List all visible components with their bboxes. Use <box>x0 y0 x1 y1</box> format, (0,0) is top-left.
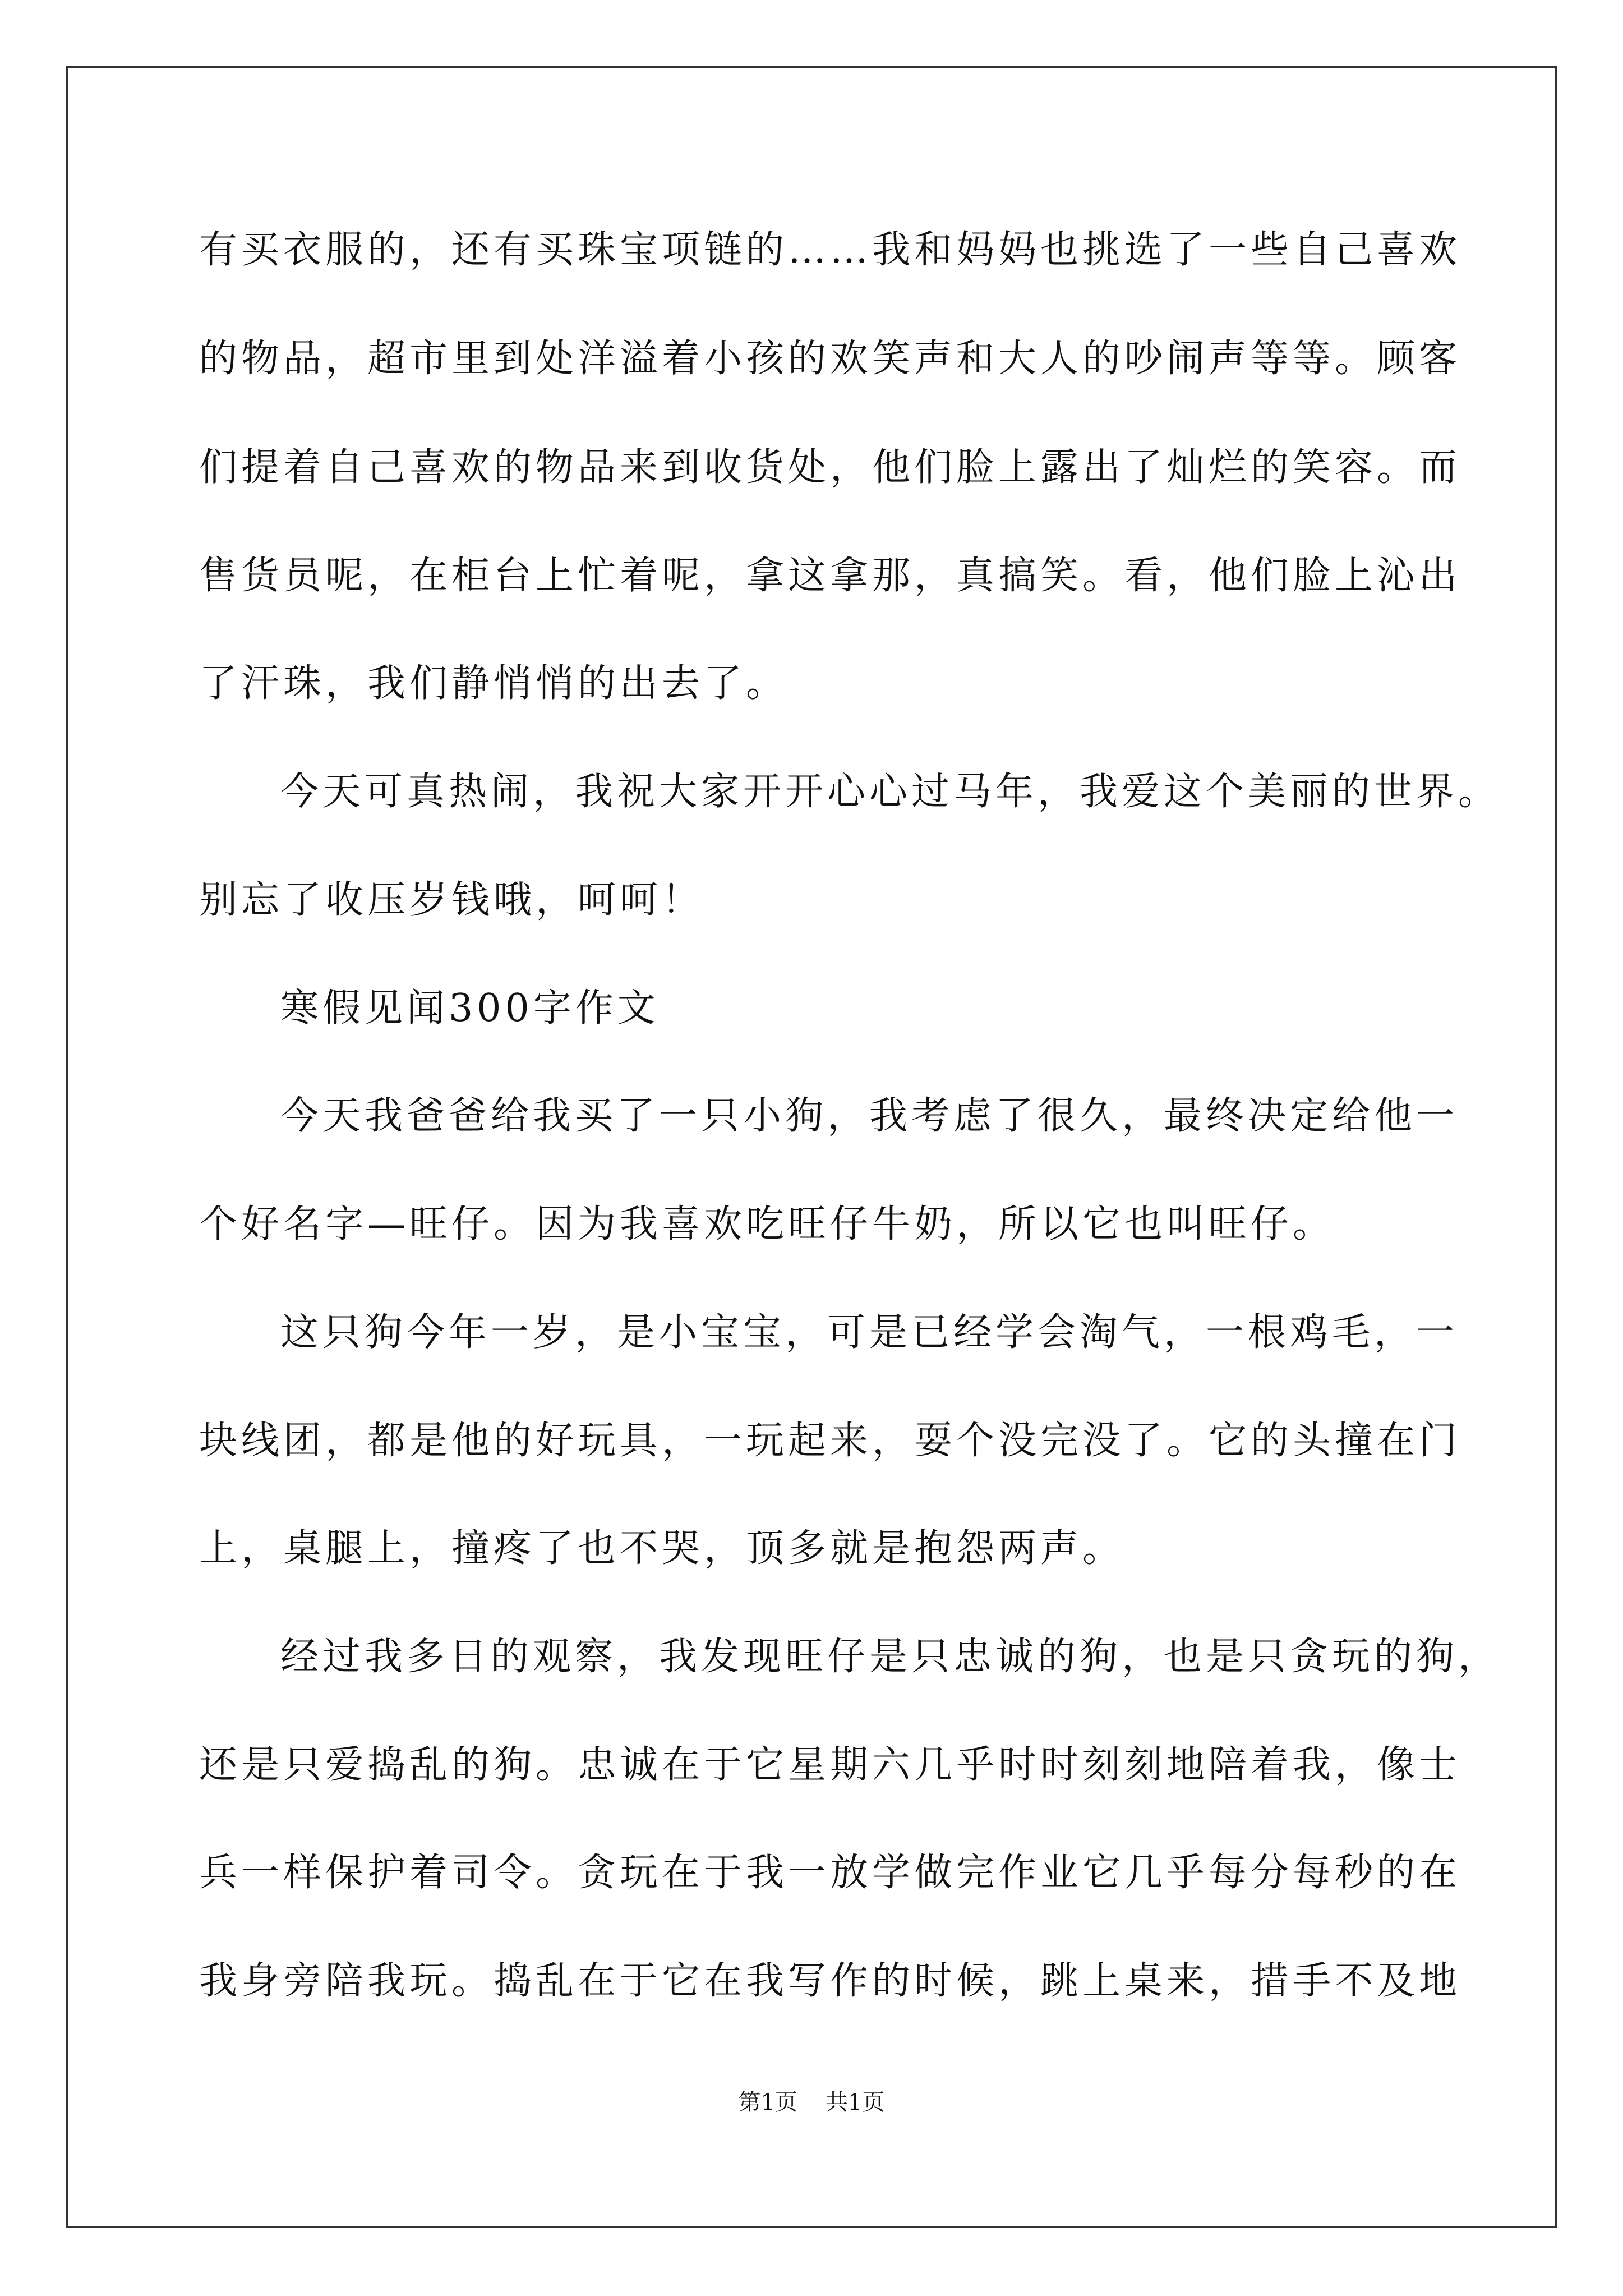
section-heading: 寒假见闻300字作文 <box>280 986 660 1030</box>
page-footer <box>0 2086 1623 2119</box>
text-line: 了汗珠，我们静悄悄的出去了。 <box>199 661 789 706</box>
text-line: 别忘了收压岁钱哦，呵呵！ <box>199 878 704 922</box>
text-line: 兵一样保护着司令。贪玩在于我一放学做完作业它几乎每分每秒的在 <box>199 1851 1461 1895</box>
page-number: 第1页 <box>738 2090 797 2115</box>
paragraph-first-line: 这只狗今年一岁，是小宝宝，可是已经学会淘气，一根鸡毛，一 <box>280 1310 1459 1355</box>
text-line: 还是只爱捣乱的狗。忠诚在于它星期六几乎时时刻刻地陪着我，像士 <box>199 1743 1461 1787</box>
text-line: 上，桌腿上，撞疼了也不哭，顶多就是抱怨两声。 <box>199 1526 1125 1571</box>
paragraph-first-line: 经过我多日的观察，我发现旺仔是只忠诚的狗，也是只贪玩的狗， <box>280 1635 1501 1679</box>
page-total: 共1页 <box>826 2090 885 2115</box>
paragraph-first-line: 今天可真热闹，我祝大家开开心心过马年，我爱这个美丽的世界。 <box>280 770 1501 814</box>
text-line: 的物品，超市里到处洋溢着小孩的欢笑声和大人的吵闹声等等。顾客 <box>199 337 1461 381</box>
text-line: 块线团，都是他的好玩具，一玩起来，耍个没完没了。它的头撞在门 <box>199 1419 1461 1463</box>
text-line: 我身旁陪我玩。捣乱在于它在我写作的时候，跳上桌来，措手不及地 <box>199 1959 1461 2003</box>
text-line: 售货员呢，在柜台上忙着呢，拿这拿那，真搞笑。看，他们脸上沁出 <box>199 554 1461 598</box>
paragraph-first-line: 今天我爸爸给我买了一只小狗，我考虑了很久，最终决定给他一 <box>280 1094 1459 1138</box>
text-line: 们提着自己喜欢的物品来到收货处，他们脸上露出了灿烂的笑容。而 <box>199 445 1461 490</box>
text-line: 个好名字—旺仔。因为我喜欢吃旺仔牛奶，所以它也叫旺仔。 <box>199 1202 1335 1246</box>
text-line: 有买衣服的，还有买珠宝项链的……我和妈妈也挑选了一些自己喜欢 <box>199 228 1461 272</box>
